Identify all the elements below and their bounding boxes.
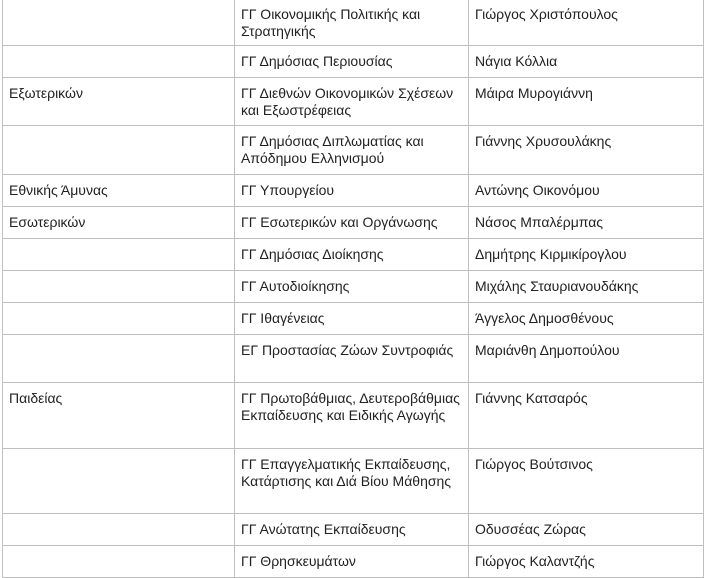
- table-row: [3, 207, 704, 239]
- unit-cell: ΓΓ Οικονομικής Πολιτικής και Στρατηγικής: [235, 0, 469, 46]
- ministry-cell: [3, 271, 235, 303]
- unit-cell: ΓΓ Επαγγελματικής Εκπαίδευσης, Κατάρτισης και Διά Βίου Μάθησης: [235, 449, 469, 514]
- person-cell: Μάιρα Μυρογιάννη: [469, 78, 704, 126]
- person-cell: Άγγελος Δημοσθένους: [469, 303, 704, 335]
- ministry-cell: Εξωτερικών: [3, 78, 235, 126]
- ministry-cell: Εθνικής Άμυνας: [3, 175, 235, 207]
- person-cell: Νάσος Μπαλέρμπας: [469, 207, 704, 239]
- unit-cell: ΓΓ Θρησκευμάτων: [235, 546, 469, 578]
- unit-cell: ΓΓ Διεθνών Οικονομικών Σχέσεων και Εξωστρέφειας: [235, 78, 469, 126]
- table-row: [3, 78, 704, 126]
- person-cell: Μαριάνθη Δημοπούλου: [469, 335, 704, 383]
- ministry-cell: Παιδείας: [3, 383, 235, 449]
- person-cell: Μιχάλης Σταυριανουδάκης: [469, 271, 704, 303]
- table-row: [3, 0, 704, 46]
- table-row: [3, 449, 704, 514]
- table-row: [3, 514, 704, 546]
- ministry-cell: [3, 46, 235, 78]
- person-cell: Γιάννης Κατσαρός: [469, 383, 704, 449]
- table-row: [3, 271, 704, 303]
- ministry-cell: [3, 239, 235, 271]
- table-row: [3, 335, 704, 383]
- unit-cell: ΓΓ Ανώτατης Εκπαίδευσης: [235, 514, 469, 546]
- appointments-table: [2, 0, 704, 578]
- person-cell: Οδυσσέας Ζώρας: [469, 514, 704, 546]
- unit-cell: ΓΓ Πρωτοβάθμιας, Δευτεροβάθμιας Εκπαίδευσης και Ειδικής Αγωγής: [235, 383, 469, 449]
- ministry-cell: [3, 0, 235, 46]
- unit-cell: ΕΓ Προστασίας Ζώων Συντροφιάς: [235, 335, 469, 383]
- table-row: [3, 546, 704, 578]
- person-cell: Γιώργος Χριστόπουλος: [469, 0, 704, 46]
- ministry-cell: [3, 514, 235, 546]
- ministry-cell: [3, 303, 235, 335]
- unit-cell: ΓΓ Εσωτερικών και Οργάνωσης: [235, 207, 469, 239]
- unit-cell: ΓΓ Αυτοδιοίκησης: [235, 271, 469, 303]
- table-row: [3, 383, 704, 449]
- table-row: [3, 239, 704, 271]
- person-cell: Νάγια Κόλλια: [469, 46, 704, 78]
- ministry-cell: [3, 546, 235, 578]
- ministry-cell: Εσωτερικών: [3, 207, 235, 239]
- unit-cell: ΓΓ Δημόσιας Περιουσίας: [235, 46, 469, 78]
- unit-cell: ΓΓ Υπουργείου: [235, 175, 469, 207]
- ministry-cell: [3, 126, 235, 175]
- table-row: [3, 46, 704, 78]
- table-row: [3, 126, 704, 175]
- person-cell: Γιώργος Καλαντζής: [469, 546, 704, 578]
- person-cell: Αντώνης Οικονόμου: [469, 175, 704, 207]
- person-cell: Γιάννης Χρυσουλάκης: [469, 126, 704, 175]
- table-row: [3, 175, 704, 207]
- person-cell: Δημήτρης Κιρμικίρογλου: [469, 239, 704, 271]
- person-cell: Γιώργος Βούτσινος: [469, 449, 704, 514]
- unit-cell: ΓΓ Δημόσιας Διπλωματίας και Απόδημου Ελληνισμού: [235, 126, 469, 175]
- ministry-cell: [3, 335, 235, 383]
- unit-cell: ΓΓ Ιθαγένειας: [235, 303, 469, 335]
- table-row: [3, 303, 704, 335]
- ministry-cell: [3, 449, 235, 514]
- unit-cell: ΓΓ Δημόσιας Διοίκησης: [235, 239, 469, 271]
